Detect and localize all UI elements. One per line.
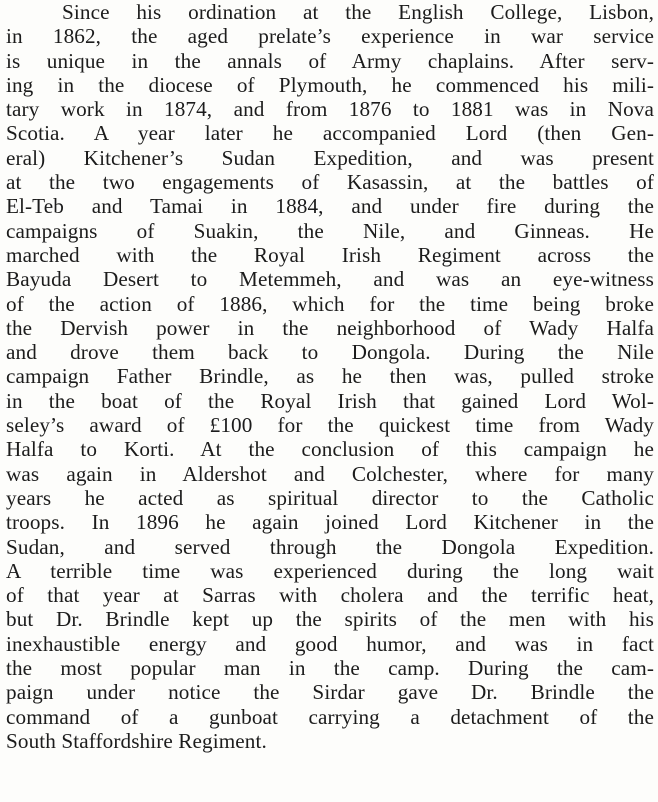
text-line-5: tary work in 1874, and from 1876 to 1881 was in Nova: [6, 97, 654, 122]
text-line-8: at the two engagements of Kasassin, at the battles of: [6, 170, 654, 195]
text-line-9: El-Teb and Tamai in 1884, and under fire during the: [6, 194, 654, 219]
text-line-2: in 1862, the aged prelate’s experience in war service: [6, 24, 654, 49]
text-line-1: Since his ordination at the English College, Lisbon,: [62, 0, 654, 24]
text-line-17: in the boat of the Royal Irish that gained Lord Wol-: [6, 388, 654, 413]
text-line-3: is unique in the annals of Army chaplains. After serv-: [6, 48, 654, 73]
text-line-7: eral) Kitchener’s Sudan Expedition, and was present: [6, 145, 654, 170]
text-line-6: Scotia. A year later he accompanied Lord (then Gen-: [6, 121, 654, 146]
text-line-23: Sudan, and served through the Dongola Expedition.: [6, 534, 654, 559]
text-line-4: ing in the diocese of Plymouth, he commenced his mili-: [6, 72, 654, 97]
text-line-11: marched with the Royal Irish Regiment across the: [6, 242, 654, 267]
body-paragraph: [6, 0, 654, 753]
text-line-21: years he acted as spiritual director to the Catholic: [6, 485, 654, 510]
text-line-31: South Staffordshire Regiment.: [6, 728, 267, 753]
text-line-29: paign under notice the Sirdar gave Dr. Brindle the: [6, 680, 654, 705]
text-line-24: A terrible time was experienced during the long wait: [6, 558, 654, 583]
text-line-18: seley’s award of £100 for the quickest time from Wady: [6, 413, 654, 438]
text-line-10: campaigns of Suakin, the Nile, and Ginneas. He: [6, 218, 654, 243]
text-line-20: was again in Aldershot and Colchester, where for many: [6, 461, 654, 486]
text-line-22: troops. In 1896 he again joined Lord Kitchener in the: [6, 510, 654, 535]
text-line-27: inexhaustible energy and good humor, and was in fact: [6, 631, 654, 656]
text-line-12: Bayuda Desert to Metemmeh, and was an eye-witness: [6, 267, 654, 292]
text-line-13: of the action of 1886, which for the time being broke: [6, 291, 654, 316]
text-line-28: the most popular man in the camp. During the cam-: [6, 656, 654, 681]
text-line-25: of that year at Sarras with cholera and the terrific heat,: [6, 583, 654, 608]
text-line-14: the Dervish power in the neighborhood of Wady Halfa: [6, 315, 654, 340]
text-line-26: but Dr. Brindle kept up the spirits of the men with his: [6, 607, 654, 632]
text-line-30: command of a gunboat carrying a detachment of the: [6, 704, 654, 729]
text-line-15: and drove them back to Dongola. During the Nile: [6, 340, 654, 365]
text-line-19: Halfa to Korti. At the conclusion of this campaign he: [6, 437, 654, 462]
text-line-16: campaign Father Brindle, as he then was, pulled stroke: [6, 364, 654, 389]
